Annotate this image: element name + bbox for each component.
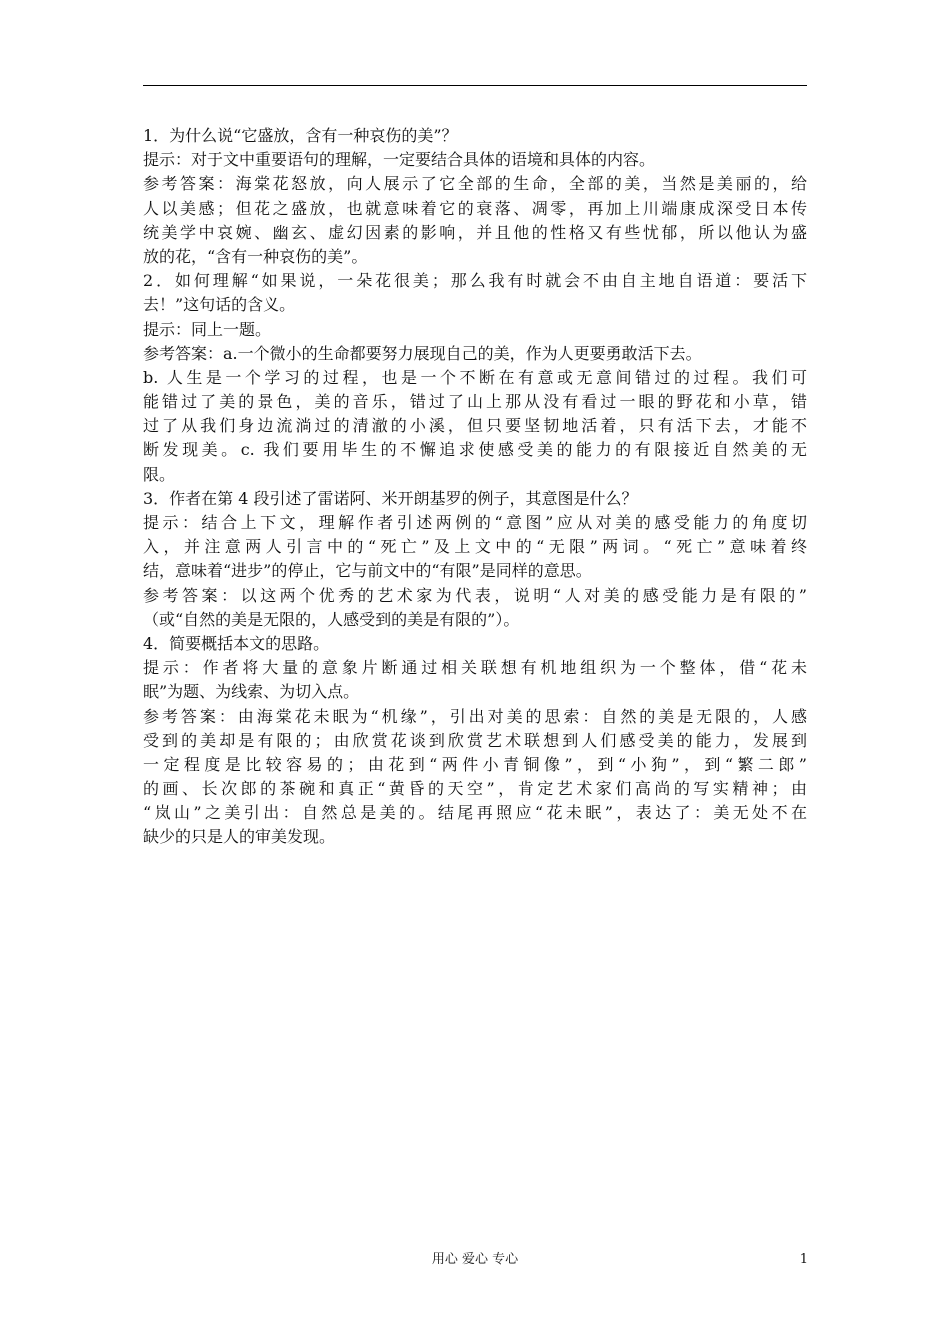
text-line: 提示：作者将大量的意象片断通过相关联想有机地组织为一个整体，借“花未 bbox=[143, 658, 807, 678]
text-line: （或“自然的美是无限的，人感受到的美是有限的”）。 bbox=[143, 609, 520, 629]
text-line: 参考答案：以这两个优秀的艺术家为代表，说明“人对美的感受能力是有限的” bbox=[143, 585, 807, 605]
text-line: 去！”这句话的含义。 bbox=[143, 295, 296, 315]
text-line: b. 人生是一个学习的过程，也是一个不断在有意或无意间错过的过程。我们可 bbox=[143, 367, 807, 387]
text-line: 统美学中哀婉、幽玄、虚幻因素的影响，并且他的性格又有些忧郁，所以他认为盛 bbox=[143, 222, 807, 242]
text-line: 能错过了美的景色，美的音乐，错过了山上那从没有看过一眼的野花和小草，错 bbox=[143, 392, 807, 412]
text-line: 2．如何理解“如果说，一朵花很美；那么我有时就会不由自主地自语道：要活下 bbox=[143, 271, 807, 291]
text-line: 眠”为题、为线索、为切入点。 bbox=[143, 682, 360, 702]
footer-motto: 用心 爱心 专心 bbox=[431, 1252, 519, 1267]
text-line: 参考答案：海棠花怒放，向人展示了它全部的生命，全部的美，当然是美丽的，给 bbox=[143, 174, 807, 194]
text-line: 4．简要概括本文的思路。 bbox=[143, 633, 330, 653]
text-line: 的画、长次郎的茶碗和真正“黄昏的天空”，肯定艺术家们高尚的写实精神；由 bbox=[143, 779, 807, 799]
text-line: 结，意味着“进步”的停止，它与前文中的“有限”是同样的意思。 bbox=[143, 561, 592, 581]
text-line: 提示：结合上下文，理解作者引述两例的“意图”应从对美的感受能力的角度切 bbox=[143, 513, 807, 532]
page-footer bbox=[0, 1250, 950, 1270]
text-line: 放的花，“含有一种哀伤的美”。 bbox=[143, 246, 368, 266]
text-line: 提示：同上一题。 bbox=[143, 319, 272, 339]
text-line: 断发现美。c. 我们要用毕生的不懈追求使感受美的能力的有限接近自然美的无 bbox=[143, 440, 807, 460]
text-line: 缺少的只是人的审美发现。 bbox=[143, 827, 336, 847]
text-line: 一定程度是比较容易的；由花到“两件小青铜像”，到“小狗”，到“繁二郎” bbox=[143, 754, 807, 774]
header-rule bbox=[143, 85, 807, 86]
text-line: 入，并注意两人引言中的“死亡”及上文中的“无限”两词。“死亡”意味着终 bbox=[143, 537, 807, 557]
text-line: 受到的美却是有限的；由欣赏花谈到欣赏艺术联想到人们感受美的能力，发展到 bbox=[143, 730, 807, 750]
text-line: 参考答案：由海棠花未眠为“机缘”，引出对美的思索：自然的美是无限的，人感 bbox=[143, 706, 807, 726]
page-number: 1 bbox=[799, 1252, 808, 1267]
text-line: 过了从我们身边流淌过的清澈的小溪，但只要坚韧地活着，只有活下去，才能不 bbox=[143, 416, 807, 436]
text-line: 限。 bbox=[143, 464, 176, 484]
text-line: “岚山”之美引出：自然总是美的。结尾再照应“花未眠”，表达了：美无处不在 bbox=[143, 803, 807, 823]
text-line: 1．为什么说“它盛放，含有一种哀伤的美”？ bbox=[143, 126, 458, 145]
text-line: 提示：对于文中重要语句的理解，一定要结合具体的语境和具体的内容。 bbox=[143, 150, 656, 170]
document-body bbox=[143, 124, 807, 850]
text-line: 人以美感；但花之盛放，也就意味着它的衰落、凋零，再加上川端康成深受日本传 bbox=[143, 198, 807, 218]
text-line: 参考答案：a.一个微小的生命都要努力展现自己的美，作为人更要勇敢活下去。 bbox=[143, 343, 702, 363]
text-line: 3．作者在第 4 段引述了雷诺阿、米开朗基罗的例子，其意图是什么？ bbox=[143, 488, 638, 508]
